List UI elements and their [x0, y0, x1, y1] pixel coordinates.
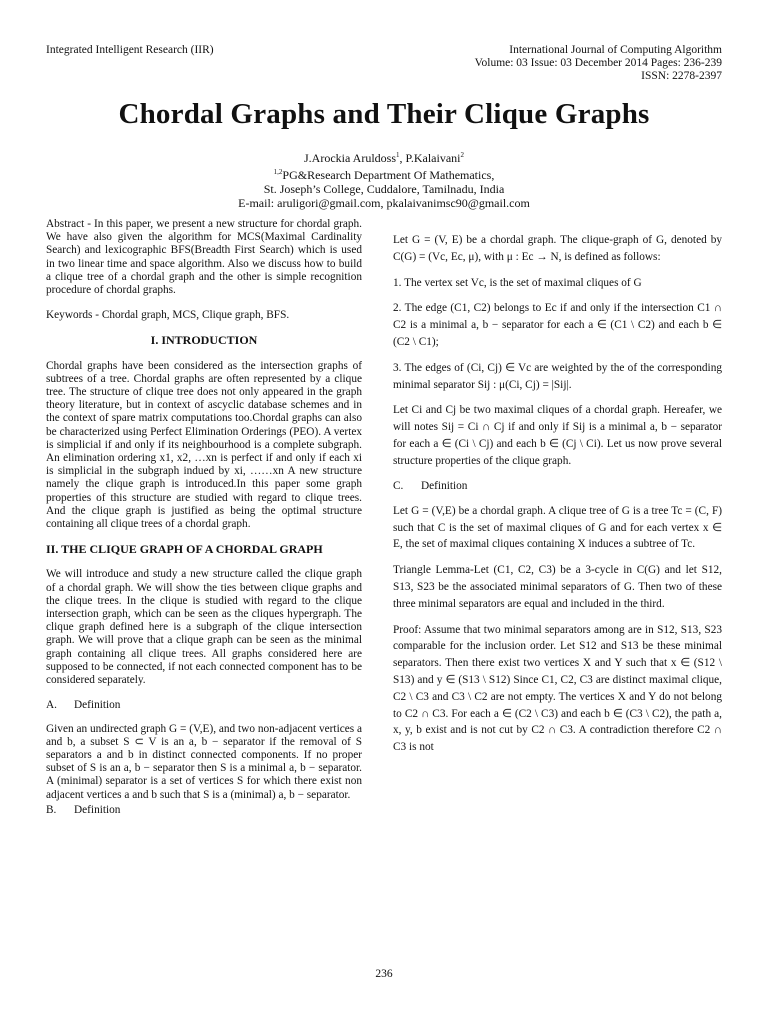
subsection-heading-a: A. Definition	[46, 699, 121, 712]
definition-a-body: Given an undirected graph G = (V,E), and two non-adjacent vertices a and b, a subset S ⊂ V is an a, b − separator if the removal of S separators a and b in distinct connected components. If no proper subset of S is an a, b − separator then S is a minimal a, b − separator. A (minimal) separator is a set of vertices S for which there exist non adjacent vertices a and b such that S is a (minimal) a, b − separator.	[46, 722, 362, 801]
page-number: 236	[375, 968, 393, 980]
author-block	[0, 148, 768, 210]
subsection-heading-c: C. Definition	[393, 479, 468, 492]
keywords: Keywords - Chordal graph, MCS, Clique graph, BFS.	[46, 309, 290, 322]
item-vertex-set: 1. The vertex set Vc, is the set of maximal cliques of G	[393, 276, 642, 289]
subsection-heading-b: B. Definition	[46, 803, 121, 816]
item-edge: 2. The edge (C1, C2) belongs to Ec if and only if the intersection C1 ∩ C2 is a minimal a, b − separator for each a ∈ (C1 \ C2) and each b ∈ (C2 \ C1);	[393, 302, 722, 348]
paper-title: Chordal Graphs and Their Clique Graphs	[118, 98, 650, 130]
journal-volume: Volume: 03 Issue: 03 December 2014 Pages: 236-239	[474, 57, 722, 69]
section-heading-introduction: I. INTRODUCTION	[150, 333, 258, 348]
clique-graph-definition: Let G = (V, E) be a chordal graph. The clique-graph of G, denoted by C(G) = (Vc, Ec, μ), with μ : Ec → N, is defined as follows:	[393, 234, 722, 263]
abstract: Abstract - In this paper, we present a new structure for chordal graph. We have also given the algorithm for MCS(Maximal Cardinality Search) and lexicographic BFS(Breadth First Search) which is used in two linear time and space algorithm. Also we discuss how to build a clique tree of a chordal graph and the other is simple recognition procedure of chordal graphs.	[46, 218, 362, 297]
proof-body: Proof: Assume that two minimal separators among are in S12, S13, S23 comparable for the inclusion order. Let S12 and S13 be these minimal separators. Then there exist two vertices X and Y such that x ∈ (S12 \ S13) and y ∈ (S13 \ S12) Since C1, C2, C3 are distinct maximal clique, C2 \ C3 and C3 \ C2 are not empty. The vertices X and Y do not belong to C2 ∩ C3. For each a ∈ (C2 \ C3) and each b ∈ (C3 \ C2), the path a, x, y, b exist and is not cut by C2 ∩ C3. A contradiction therefore C2 ∩ C3 is not	[393, 623, 722, 754]
journal-name: International Journal of Computing Algorithm	[509, 44, 722, 56]
journal-info	[475, 44, 722, 83]
affiliation-dept: $^{1,2}$PG&Research Department Of Mathematics,	[273, 168, 495, 182]
section-heading-clique-graph: II. THE CLIQUE GRAPH OF A CHORDAL GRAPH	[46, 542, 323, 557]
author-names: J.Arockia Aruldoss$^1$, P.Kalaivani$^2$	[304, 151, 464, 165]
journal-issn: ISSN: 2278-2397	[641, 70, 722, 82]
introduction-body: Chordal graphs have been considered as the intersection graphs of subtrees of a tree. Chordal graphs are often represented by a clique tree. The structure of clique tree does not only appeared in the graph theory literature, but in context of ascyclic database schemes and in the context of spare matrix computations too.Chordal graphs can also be characterized using Perfect Elimination Orderings (PEO). A vertex is simplicial if and only if its neighbourhood is a complete subgraph. An elimination ordering x1, x2, …xn is perfect if and only if each xi is simplicial in the subgraph indued by xi, ……xn A new structure namely the clique graph is introduced.In this paper some graph properties of this structure are studied with regard to clique trees. And the clique graph is justified as being the optimal structure containing all clique trees of a chordal graph.	[46, 359, 362, 531]
item-edge-weights: 3. The edges of (Ci, Cj) ∈ Vc are weighted by the of the corresponding minimal separator Sij : μ(Ci, Cj) = |Sij|.	[393, 361, 722, 391]
left-column	[46, 218, 362, 817]
right-column	[393, 232, 722, 765]
affiliation-college: St. Joseph’s College, Cuddalore, Tamilnadu, India	[263, 182, 505, 196]
separator-notation: Let Ci and Cj be two maximal cliques of a chordal graph. Hereafer, we will notes Sij = Ci ∩ Cj if and only if Sij is a minimal a, b − separator for each a ∈ (Ci \ Cj) and each b ∈ (Cj \ Ci). Let us now prove several structure properties of the clique graph.	[393, 404, 722, 467]
journal-publisher: Integrated Intelligent Research (IIR)	[46, 44, 214, 56]
author-emails: E-mail: aruligori@gmail.com, pkalaivanimsc90@gmail.com	[238, 196, 530, 210]
clique-tree-definition: Let G = (V,E) be a chordal graph. A clique tree of G is a tree Tc = (C, F) such that C is the set of maximal cliques of G and for each vertex x ∈ E, the set of maximal cliques containing X induces a subtree of Tc.	[393, 504, 722, 551]
triangle-lemma: Triangle Lemma-Let (C1, C2, C3) be a 3-cycle in C(G) and let S12, S13, S23 be the associated minimal separators of G. Then two of these three minimal separators are equal and included in the third.	[393, 564, 722, 610]
clique-graph-body: We will introduce and study a new structure called the clique graph of a chordal graph. We will show the ties between clique graphs and the clique trees. In the clique is studied with regard to the clique intersection graph, which can be seen as the cliques hypergraph. The clique graph defined here is a subgraph of the clique intersection graph. We will prove that a clique graph can be seen as the minimal graph containing all clique trees. All graphs considered here are supposed to be connected, if not each connected component has to be considered separately.	[46, 568, 362, 687]
